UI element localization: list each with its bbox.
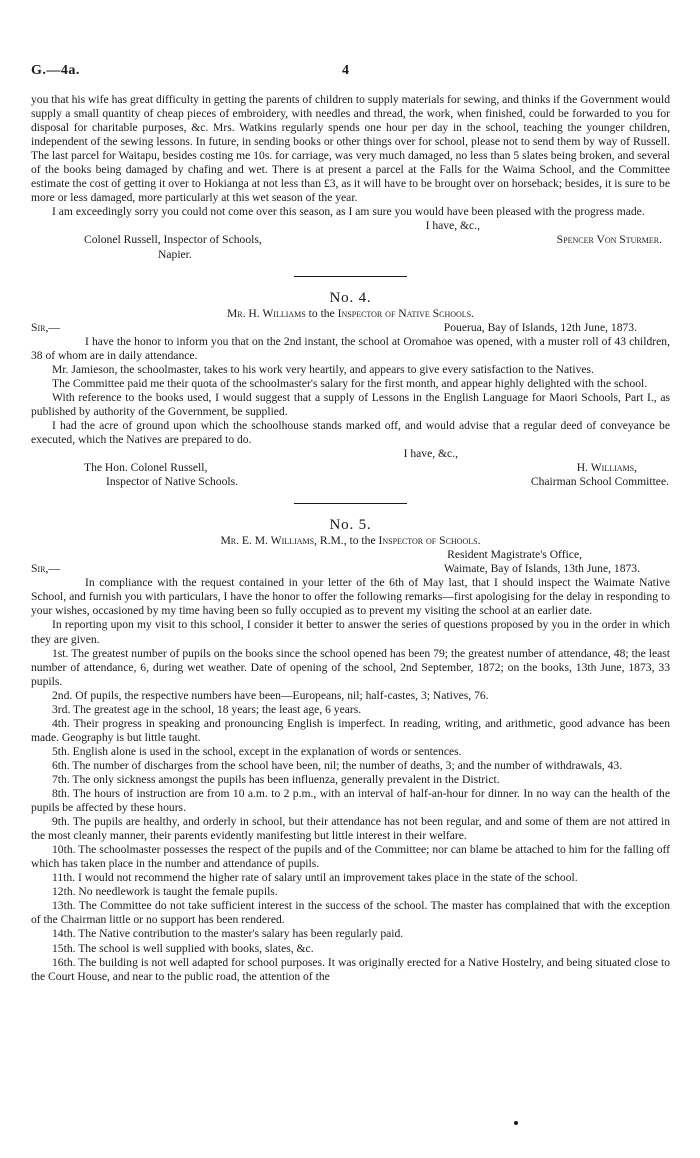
list-item: 5th. English alone is used in the school, except in the explanation of words or sentences. — [52, 744, 462, 758]
list-item: 12th. No needlework is taught the female pupils. — [52, 885, 278, 899]
paragraph: you that his wife has great difficulty in getting the parents of children to supply materials for sewing, and thinks if the Government would supply a small quantity of cheap pieces of embroidery, with needles and thread, the work, when finished, could be forwarded to you for disposal for charitable purposes, &c. Mrs. Watkins regularly spends one hour per day in the school, teaching the younger children, independent of the sewing lessons. In future, in sending books or other things over for school, please not to send them by way of Russell. The last parcel for Waitapu, besides costing me 10s. for carriage, was very much damaged, no less than 5 slates being broken, and several of the books being damaged by chafing and wet. There is at present a parcel at the Falls for the Waima School, and the Committee estimate the cost of getting it over to Hokianga at not less than £3, as it will have to be brought over on horseback; besides, it is sure to be more or less damaged, more particularly at this wet season of the year. — [31, 93, 670, 205]
addressee: Colonel Russell, Inspector of Schools, — [84, 233, 262, 247]
salutation: Sir,— — [31, 562, 60, 576]
closing: I have, &c., — [425, 219, 480, 233]
list-item: 16th. The building is not well adapted for school purposes. It was originally erected for a Native Hostelry, and being situated close to the Court House, and near to the public road, the attention of the — [31, 955, 670, 983]
list-item: 4th. Their progress in speaking and pronouncing English is imperfect. In reading, writing, and arithmetic, good advance has been made. Geography is but little taught. — [31, 716, 670, 744]
letter-title: No. 5. — [329, 517, 372, 534]
paragraph: The Committee paid me their quota of the schoolmaster's salary for the first month, and appear highly delighted with the school. — [52, 376, 648, 390]
section-divider — [294, 503, 407, 504]
salutation-row — [31, 562, 670, 576]
paragraph: In compliance with the request contained in your letter of the 6th of May last, that I should inspect the Waimate Native School, and furnish you with particulars, I have the honor to offer the following remarks—first apologising for the delay in responding to your wishes, occasioned by my time having been so fully occupied as to prevent my visiting the school at an earlier date. — [31, 576, 670, 618]
signature-block — [31, 233, 670, 247]
section-divider — [294, 276, 407, 277]
signature-title: Chairman School Committee. — [530, 475, 669, 489]
letter-heading — [31, 307, 670, 321]
list-item: 13th. The Committee do not take sufficient interest in the success of the school. The master has complained that with the exception of the Chairman little or no support has been rendered. — [31, 899, 670, 927]
letter-sender: Mr. E. M. Williams, R.M., — [220, 534, 347, 548]
letter-connector: to the — [308, 306, 335, 320]
paragraph: With reference to the books used, I would suggest that a supply of Lessons in the English Language for Maori Schools, Part I., as published by authority of the Government, be supplied. — [31, 390, 670, 418]
letter-heading — [31, 534, 670, 548]
list-item: 3rd. The greatest age in the school, 18 years; the least age, 6 years. — [52, 702, 362, 716]
salutation: Sir,— — [31, 320, 60, 334]
signature: Spencer Von Sturmer. — [556, 233, 662, 247]
page-number: 4 — [342, 63, 349, 78]
paragraph: I am exceedingly sorry you could not come over this season, as I am sure you would have been pleased with the progress made. — [52, 205, 645, 219]
list-item: 10th. The schoolmaster possesses the respect of the pupils and of the Committee; nor can blame be attached to him for the falling off which has taken place in the number and attendance of pupils. — [31, 843, 670, 871]
signature-block — [31, 475, 670, 489]
letter-recipient: Inspector of Schools. — [378, 534, 481, 548]
letter-connector: to the — [349, 534, 376, 548]
list-item: 11th. I would not recommend the higher rate of salary until an improvement takes place in the state of the school. — [52, 871, 578, 885]
list-item: 9th. The pupils are healthy, and orderly in school, but their attendance has not been regular, and and some of them are not attired in the most cleanly manner, their parents evidently manifesting but little interest in their welfare. — [31, 815, 670, 843]
series-label: G.—4a. — [31, 63, 80, 78]
addressee-location: Napier. — [158, 247, 192, 261]
list-item: 6th. The number of discharges from the school have been, nil; the number of deaths, 3; and the number of withdrawals, 43. — [52, 758, 623, 772]
office: Resident Magistrate's Office, — [447, 548, 582, 562]
ink-dot — [514, 1121, 518, 1125]
addressee-title: Inspector of Native Schools. — [106, 475, 239, 489]
list-item: 15th. The school is well supplied with books, slates, &c. — [52, 941, 314, 955]
signature: H. Williams, — [576, 461, 637, 475]
addressee: The Hon. Colonel Russell, — [84, 461, 208, 475]
list-item: 7th. The only sickness amongst the pupils has been influenza, generally prevalent in the District. — [52, 772, 500, 786]
list-item: 2nd. Of pupils, the respective numbers have been—Europeans, nil; half-castes, 3; Natives, 76. — [52, 688, 489, 702]
letter-recipient: Inspector of Native Schools. — [337, 306, 475, 320]
paragraph: I had the acre of ground upon which the schoolhouse stands marked off, and would advise that a regular deed of conveyance be executed, which the Natives are prepared to do. — [31, 418, 670, 446]
salutation-row — [31, 321, 670, 335]
list-item: 1st. The greatest number of pupils on the books since the school opened has been 79; the greatest number of attendance, 48; the least number of attendance, 6, during wet weather. Date of opening of the school, 2nd September, 1872; on the books, 13th June, 1873, 33 pupils. — [31, 646, 670, 688]
letter-sender: Mr. H. Williams — [226, 306, 306, 320]
letter-title: No. 4. — [329, 289, 372, 306]
page-body — [31, 93, 670, 984]
paragraph: Mr. Jamieson, the schoolmaster, takes to his work very heartily, and appears to give every satisfaction to the Natives. — [52, 362, 594, 376]
paragraph: I have the honor to inform you that on the 2nd instant, the school at Oromahoe was opened, with a muster roll of 43 children, 38 of whom are in daily attendance. — [31, 334, 670, 362]
place-date: Waimate, Bay of Islands, 13th June, 1873. — [443, 562, 640, 576]
paragraph: In reporting upon my visit to this school, I consider it better to answer the series of questions proposed by you in the order in which they are given. — [31, 618, 670, 646]
list-item: 8th. The hours of instruction are from 10 a.m. to 2 p.m., with an interval of half-an-hour for dinner. In no way can the health of the pupils be affected by these hours. — [31, 787, 670, 815]
place-date: Pouerua, Bay of Islands, 12th June, 1873. — [443, 320, 637, 334]
signature-block — [31, 461, 670, 475]
list-item: 14th. The Native contribution to the master's salary has been regularly paid. — [52, 927, 404, 941]
closing: I have, &c., — [403, 447, 458, 461]
